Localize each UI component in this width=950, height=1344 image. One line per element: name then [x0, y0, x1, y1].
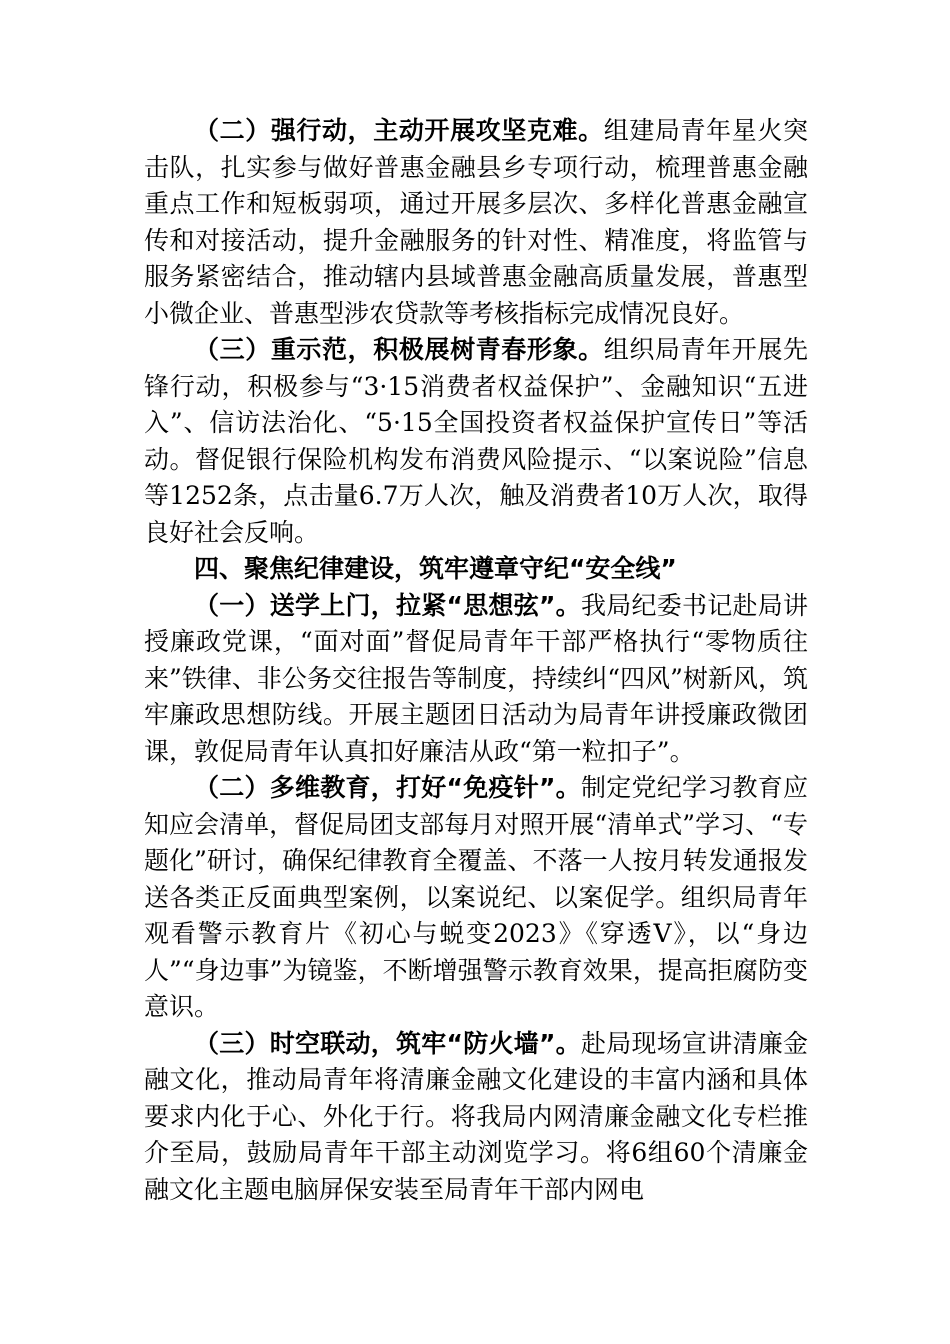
- paragraph-lead: （一）送学上门，拉紧“思想弦”。: [194, 590, 581, 620]
- paragraph-section4-item3: [144, 1026, 808, 1209]
- paragraph-body: 组织局青年开展先锋行动，积极参与“3·15消费者权益保护”、金融知识“五进入”、信访法治化、“5·15全国投资者权益保护宣传日”等活动。督促银行保险机构发布消费风险提示、“以案说险”信息等1252条，点击量6.7万人次，触及消费者10万人次，取得良好社会反响。: [144, 335, 808, 547]
- paragraph-body: 组建局青年星火突击队，扎实参与做好普惠金融县乡专项行动，梳理普惠金融重点工作和短板弱项，通过开展多层次、多样化普惠金融宣传和对接活动，提升金融服务的针对性、精准度，将监管与服务紧密结合，推动辖内县域普惠金融高质量发展，普惠型小微企业、普惠型涉农贷款等考核指标完成情况良好。: [144, 116, 808, 328]
- paragraph-lead: （三）时空联动，筑牢“防火墙”。: [194, 1028, 581, 1058]
- paragraph-body: 赴局现场宣讲清廉金融文化，推动局青年将清廉金融文化建设的丰富内涵和具体要求内化于心、外化于行。将我局内网清廉金融文化专栏推介至局，鼓励局青年干部主动浏览学习。将6组60个清廉金融文化主题电脑屏保安装至局青年干部内网电: [144, 1028, 808, 1204]
- paragraph-lead: （二）强行动，主动开展攻坚克难。: [194, 116, 604, 145]
- paragraph-lead: （三）重示范，积极展树青春形象。: [194, 335, 604, 364]
- paragraph-section3-item2: [144, 113, 808, 332]
- paragraph-body: 制定党纪学习教育应知应会清单，督促局团支部每月对照开展“清单式”学习、“专题化”研讨，确保纪律教育全覆盖、不落一人按月转发通报发送各类正反面典型案例，以案说纪、以案促学。组织局青年观看警示教育片《初心与蜕变2023》《穿透Ⅴ》，以“身边人”“身边事”为镜鉴，不断增强警示教育效果，提高拒腐防变意识。: [144, 773, 808, 1021]
- paragraph-section4-item1: [144, 588, 808, 771]
- section-heading: 四、聚焦纪律建设，筑牢遵章守纪“安全线”: [194, 554, 677, 583]
- document-page: [144, 113, 808, 1208]
- paragraph-body: 我局纪委书记赴局讲授廉政党课，“面对面”督促局青年干部严格执行“零物质往来”铁律、非公务交往报告等制度，持续纠“四风”树新风，筑牢廉政思想防线。开展主题团日活动为局青年讲授廉政微团课，敦促局青年认真扣好廉洁从政“第一粒扣子”。: [144, 590, 808, 766]
- paragraph-lead: （二）多维教育，打好“免疫针”。: [194, 773, 581, 802]
- paragraph-section4-item2: [144, 770, 808, 1026]
- paragraph-section3-item3: [144, 332, 808, 551]
